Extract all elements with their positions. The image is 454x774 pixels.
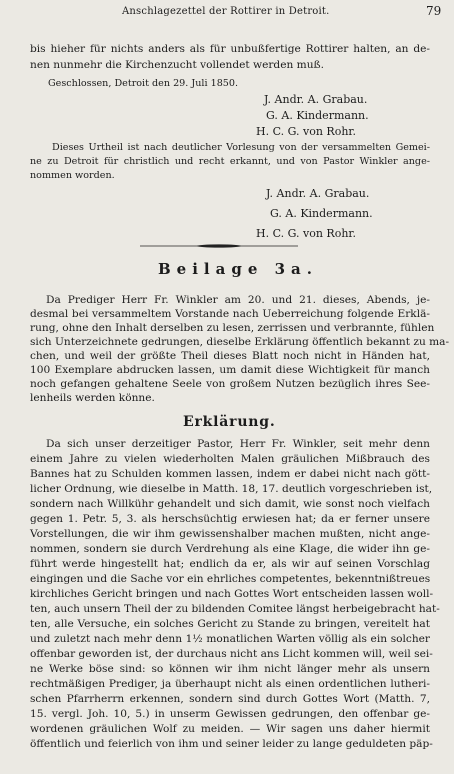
text-line: nen nunmehr die Kirchenzucht vollendet werden muß.	[30, 59, 324, 71]
paragraph-line: Vorstellungen, die wir ihm gewissenshalber machen mußten, nicht ange-	[30, 528, 430, 540]
closing-date-line: Geschlossen, Detroit den 29. Juli 1850.	[48, 78, 239, 89]
paragraph-line: rechtmäßigen Prediger, ja überhaupt nicht als einen ordentlichen lutheri-	[30, 678, 430, 690]
paragraph-line: lenheils werden könne.	[30, 392, 155, 404]
signature: G. A. Kindermann.	[266, 109, 369, 122]
beilage-heading: Beilage 3a.	[158, 260, 318, 278]
paragraph-line: offenbar geworden ist, der durchaus nicht ans Licht kommen will, weil sei-	[30, 648, 433, 660]
paragraph-line: ten, auch unsern Theil der zu bildenden Comitee längst herbeigebracht hat-	[30, 603, 440, 615]
paragraph-line: Bannes hat zu Schulden kommen lassen, indem er dabei nicht nach gött-	[30, 468, 430, 480]
signature: H. C. G. von Rohr.	[256, 227, 356, 240]
paragraph-line: Da sich unser derzeitiger Pastor, Herr Fr. Winkler, seit mehr denn	[46, 438, 430, 450]
page-number: 79	[426, 4, 442, 18]
running-header: Anschlagezettel der Rottirer in Detroit.	[122, 6, 330, 17]
paragraph-line: sondern nach Willkühr gehandelt und sich damit, wie sonst noch vielfach	[30, 498, 430, 510]
note-line: nommen worden.	[30, 170, 115, 181]
paragraph-line: licher Ordnung, wie dieselbe in Matth. 18, 17. deutlich vorgeschrieben ist,	[30, 483, 433, 495]
paragraph-line: rung, ohne den Inhalt derselben zu lesen, zerrissen und verbrannte, fühlen	[30, 322, 435, 334]
paragraph-line: chen, und weil der größte Theil dieses Blatt noch nicht in Händen hat,	[30, 350, 430, 362]
paragraph-line: wordenen gräulichen Wolf zu meiden. — Wir sagen uns daher hiermit	[30, 723, 430, 735]
paragraph-line: und zuletzt nach mehr denn 1½ monatlichen Warten völlig als ein solcher	[30, 633, 430, 645]
text-line: bis hieher für nichts anders als für unbußfertige Rottirer halten, an de-	[30, 43, 430, 55]
signature: H. C. G. von Rohr.	[256, 125, 356, 138]
signature: J. Andr. A. Grabau.	[264, 93, 368, 106]
paragraph-line: ne Werke böse sind: so können wir ihm nicht länger mehr als unsern	[30, 663, 430, 675]
paragraph-line: nommen, sondern sie durch Verdrehung als eine Klage, die wider ihn ge-	[30, 543, 430, 555]
signature: J. Andr. A. Grabau.	[266, 187, 370, 200]
paragraph-line: öffentlich und feierlich von ihm und seiner leider zu lange geduldeten päp-	[30, 738, 433, 750]
paragraph-line: ten, alle Versuche, ein solches Gericht zu Stande zu bringen, vereitelt hat	[30, 618, 430, 630]
paragraph-line: eingingen und die Sache vor ein ehrliches competentes, bekenntnißtreues	[30, 573, 431, 585]
note-line: ne zu Detroit für christlich und recht erkannt, und von Pastor Winkler ange-	[30, 156, 430, 167]
note-line: Dieses Urtheil ist nach deutlicher Vorlesung von der versammelten Gemei-	[52, 142, 430, 153]
paragraph-line: noch gefangen gehaltene Seele von großem Nutzen bezüglich ihres See-	[30, 378, 430, 390]
paragraph-line: führt werde hingestellt hat; endlich da er, als wir auf seinen Vorschlag	[30, 558, 430, 570]
paragraph-line: schen Pfarrherrn erkennen, sondern sind durch Gottes Wort (Matth. 7,	[30, 693, 430, 705]
ornamental-rule	[140, 243, 298, 249]
signature: G. A. Kindermann.	[270, 207, 373, 220]
paragraph-line: 100 Exemplare abdrucken lassen, um damit diese Wichtigkeit für manch	[30, 364, 430, 376]
paragraph-line: desmal bei versammeltem Vorstande nach Ueberreichung folgende Erklä-	[30, 308, 430, 320]
paragraph-line: 15. vergl. Joh. 10, 5.) in unserm Gewissen gedrungen, den offenbar ge-	[30, 708, 430, 720]
erklaerung-heading: Erklärung.	[183, 414, 276, 430]
paragraph-line: Da Prediger Herr Fr. Winkler am 20. und 21. dieses, Abends, je-	[46, 294, 430, 306]
paragraph-line: einem Jahre zu vielen wiederholten Malen gräulichen Mißbrauch des	[30, 453, 430, 465]
paragraph-line: kirchliches Gericht bringen und nach Gottes Wort entscheiden lassen woll-	[30, 588, 434, 600]
paragraph-line: gegen 1. Petr. 5, 3. als herschsüchtig erwiesen hat; da er ferner unsere	[30, 513, 430, 525]
paragraph-line: sich Unterzeichnete gedrungen, dieselbe Erklärung öffentlich bekannt zu ma-	[30, 336, 450, 348]
